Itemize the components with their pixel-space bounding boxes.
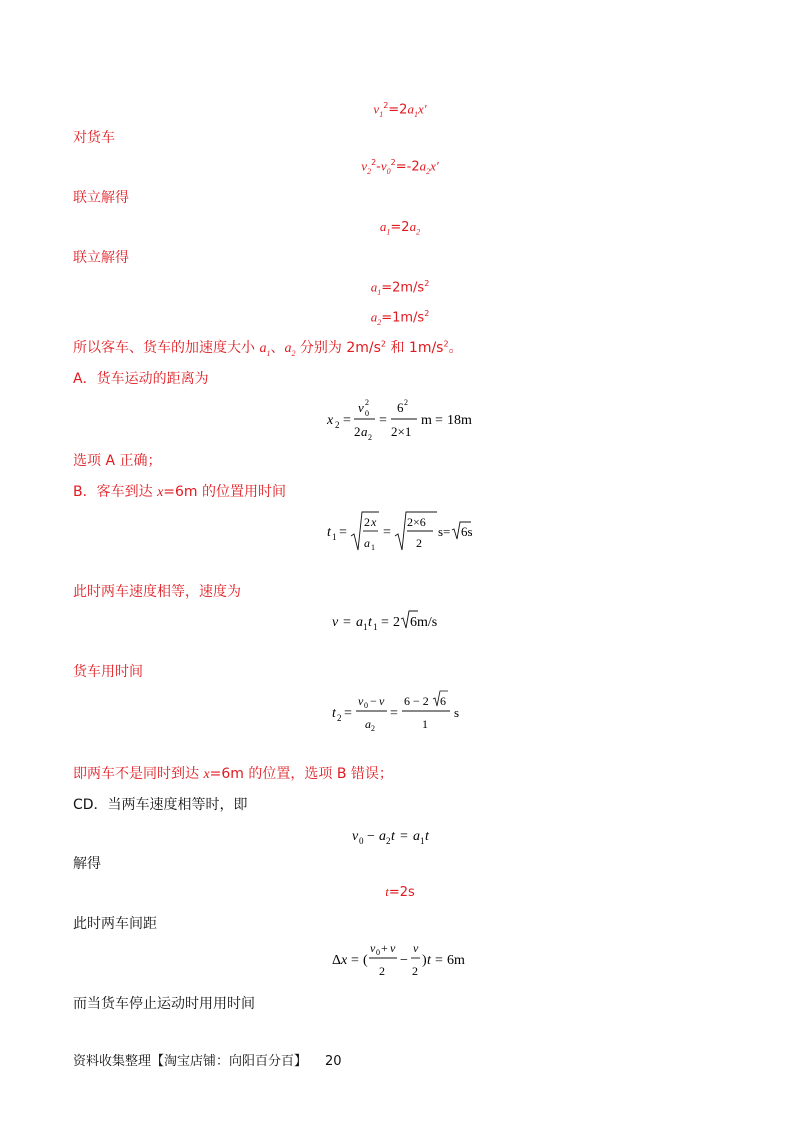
svg-text:1: 1 [332,532,337,542]
svg-text:−: − [370,694,377,708]
text-solve-3: 解得 [73,856,101,872]
svg-text:=: = [344,706,352,721]
formula-delta-x [0,936,800,986]
formula-t1 [0,506,800,556]
page-footer [73,1050,342,1069]
svg-text:=: = [379,413,387,428]
svg-text:t: t [368,615,372,630]
formula-truck-distance [0,394,800,444]
svg-text:v: v [390,941,396,955]
svg-text:v: v [379,694,385,708]
svg-text:a: a [365,717,371,731]
text-same-speed: 此时两车速度相等，速度为 [73,584,241,600]
svg-text:): ) [422,953,427,968]
svg-text:x: x [327,413,334,428]
svg-text:a: a [379,829,386,844]
equation-a1-value: $a_1=2m/s^2$ [370,279,430,297]
svg-text:2: 2 [365,398,369,407]
svg-text:t: t [391,829,395,844]
text-option-b-wrong: 即两车不是同时到达 x=6m 的位置，选项 B 错误； [73,766,393,782]
svg-text:v: v [370,941,376,955]
svg-text:a: a [413,829,420,844]
svg-text:t: t [425,829,429,844]
svg-text:2: 2 [386,836,391,846]
svg-text:=: = [435,953,443,968]
svg-text:v: v [413,941,419,955]
svg-text:+: + [381,941,388,955]
svg-text:18m: 18m [447,413,472,428]
text-distance-between: 此时两车间距 [73,916,157,932]
text-for-truck: 对货车 [73,130,115,146]
svg-text:2: 2 [368,433,372,442]
svg-text:2: 2 [379,964,385,978]
svg-text:−: − [367,829,375,844]
svg-text:0: 0 [365,409,369,418]
svg-text:=: = [400,829,408,844]
formula-t2 [0,687,800,737]
text-acceleration-summary: 所以客车、货车的加速度大小 $a_1$、$a_2$ 分别为 $2m/s^2$ 和 $1m/s^2$。 [73,339,463,358]
svg-text:2: 2 [416,536,422,550]
svg-text:2: 2 [412,964,418,978]
svg-text:2: 2 [404,398,408,407]
svg-text:=: = [383,525,391,540]
svg-text:x: x [341,953,348,968]
svg-text:Δ: Δ [332,953,342,968]
svg-text:1: 1 [363,622,368,632]
svg-text:=: = [390,706,398,721]
svg-text:v: v [352,829,359,844]
svg-text:t: t [427,953,431,968]
svg-text:1: 1 [371,543,375,552]
svg-text:1: 1 [373,622,378,632]
svg-text:6m: 6m [447,953,465,968]
formula-equal-speed [0,820,800,850]
svg-text:0: 0 [364,701,368,710]
svg-text:=: = [343,615,351,630]
svg-text:2: 2 [335,420,340,430]
svg-text:a: a [364,536,370,550]
page-number: 20 [325,1054,342,1069]
svg-text:x: x [371,515,377,529]
equation-t-value: t=2s [385,884,415,900]
svg-text:1: 1 [420,836,425,846]
svg-text:v: v [332,615,339,630]
svg-text:2×6: 2×6 [407,515,426,529]
text-option-b: B．客车到达 x=6m 的位置用时间 [73,484,287,500]
text-solve-2: 联立解得 [73,250,129,266]
svg-text:0: 0 [359,836,364,846]
equation-a1-equals-2a2: $a_1=2a_2$ [379,219,421,237]
svg-text:6: 6 [397,400,404,415]
svg-text:6m/s: 6m/s [410,615,438,630]
svg-text:v: v [358,400,364,415]
svg-text:2: 2 [364,515,370,529]
svg-text:2: 2 [354,424,361,439]
svg-text:t: t [332,706,336,721]
svg-text:t: t [327,525,331,540]
svg-text:=: = [339,525,347,540]
svg-text:2×1: 2×1 [391,424,412,439]
svg-text:6 − 2: 6 − 2 [404,694,429,708]
svg-text:a: a [356,615,363,630]
text-truck-stop-time: 而当货车停止运动时用用时间 [73,996,255,1012]
svg-text:s: s [454,705,460,720]
equation-a2-value: $a_2=1m/s^2$ [370,309,430,327]
text-solve-1: 联立解得 [73,190,129,206]
svg-text:6s: 6s [461,524,473,539]
svg-text:=: = [381,615,389,630]
svg-text:2: 2 [371,724,375,733]
text-option-a: A．货车运动的距离为 [73,371,209,387]
text-option-cd: CD．当两车速度相等时，即 [73,797,248,813]
equation-truck-velocity: $v_2^2-v_0^2=-2a_2x'$ [361,158,439,176]
formula-velocity [0,606,800,636]
svg-text:=: = [351,953,359,968]
svg-text:1: 1 [422,717,428,731]
svg-text:2: 2 [337,713,342,723]
svg-text:0: 0 [376,948,380,957]
svg-text:a: a [361,424,368,439]
svg-text:m: m [421,413,432,428]
svg-text:=: = [435,413,443,428]
text-option-a-correct: 选项 A 正确； [73,453,162,469]
footer-source: 资料收集整理【淘宝店铺：向阳百分百】 [73,1054,308,1069]
svg-text:2: 2 [393,615,400,630]
svg-text:s=: s= [438,524,451,539]
svg-text:(: ( [363,953,368,968]
svg-text:6: 6 [440,694,446,708]
svg-text:=: = [343,413,351,428]
svg-text:v: v [358,694,364,708]
equation-v1-squared: $v_1^2=2a_1x'$ [373,101,427,119]
svg-text:−: − [400,953,408,968]
text-truck-time: 货车用时间 [73,664,143,680]
